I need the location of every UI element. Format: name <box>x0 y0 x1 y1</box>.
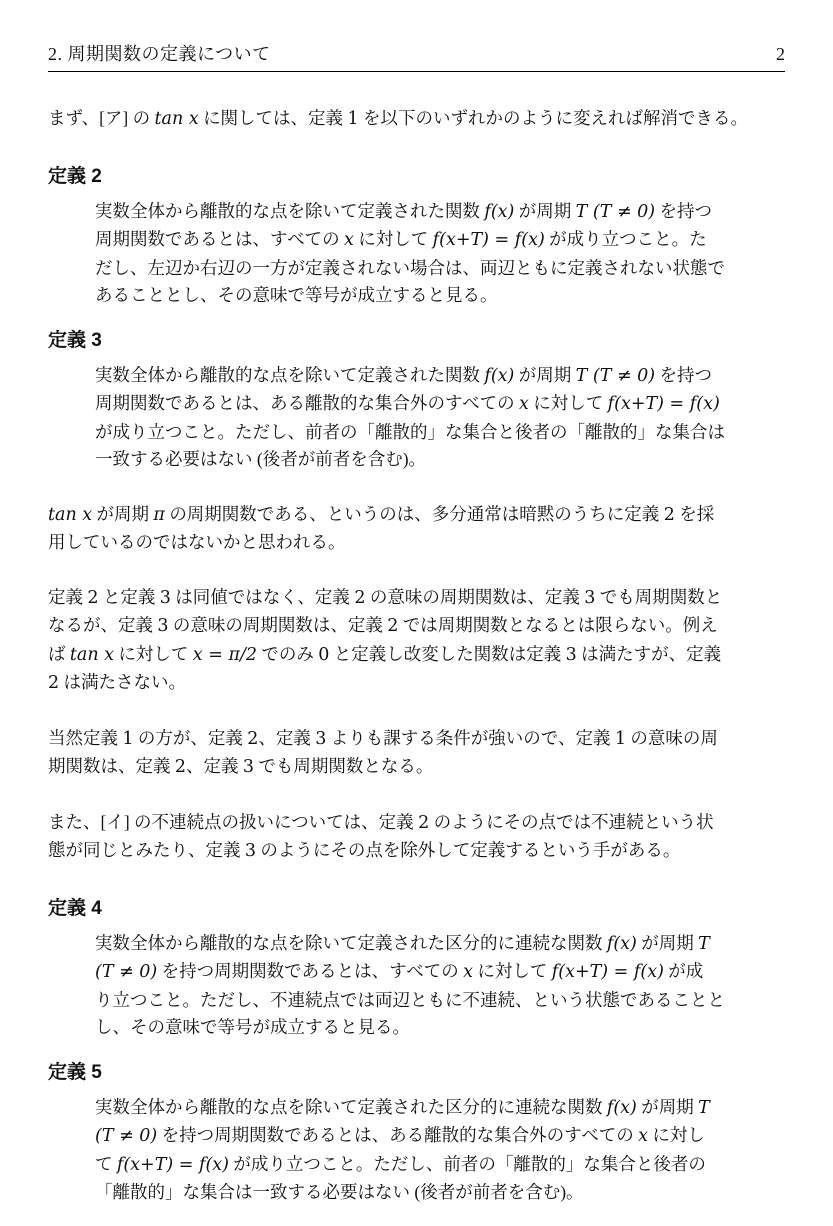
math-inline: f(x+T) = f(x) <box>116 1154 230 1175</box>
math-inline: x <box>638 1126 649 1146</box>
text-run: が周期 <box>92 503 154 524</box>
math-inline: f(x) <box>484 201 515 222</box>
number-inline: 2 <box>48 673 60 693</box>
math-inline: f(x+T) = f(x) <box>551 962 664 982</box>
number-inline: 2 <box>387 616 399 636</box>
text-run: 「離散的」な集合は一致する必要はない (後者が前者を含む)。 <box>95 1182 584 1202</box>
text-run: が成り立つこと。ただし、前者の「離散的」な集合と後者の <box>229 1153 706 1174</box>
math-inline: f(x+T) = f(x) <box>607 394 720 414</box>
math-inline: f(x) <box>606 933 637 954</box>
number-inline: 3 <box>242 757 255 777</box>
number-inline: 2 <box>418 812 430 833</box>
math-inline: tan x <box>48 504 93 525</box>
paragraph <box>48 725 785 782</box>
text-line <box>95 282 785 310</box>
text-line <box>95 1014 785 1042</box>
number-inline: 0 <box>318 644 330 665</box>
text-run: でのみ <box>257 643 319 664</box>
text-run: に対して <box>114 643 193 664</box>
number-inline: 1 <box>347 109 359 129</box>
text-run: と定義し改変した関数は定義 <box>329 643 566 664</box>
text-line <box>48 529 785 557</box>
text-line <box>95 255 785 283</box>
text-run: ば <box>48 643 70 664</box>
text-run: でも周期関数となる。 <box>254 756 434 776</box>
text-run: が周期 <box>514 364 576 385</box>
text-run: のようにその点では不連続という状 <box>429 811 714 832</box>
text-run: を持つ <box>655 364 713 385</box>
text-run: では周期関数となるとは限らない。例え <box>398 615 718 635</box>
text-run: が成り立つこと。ただし、前者の「離散的」な集合と後者の「離散的」な集合は <box>95 421 725 442</box>
math-inline: x <box>519 394 529 414</box>
number-inline: 2 <box>87 587 99 608</box>
text-run: に関しては、定義 <box>198 108 348 128</box>
number-inline: 3 <box>584 587 596 608</box>
math-inline: T <box>698 1097 710 1118</box>
text-run: 周期関数であるとは、すべての <box>95 229 345 249</box>
text-run: の意味の周 <box>625 727 718 748</box>
text-run: の周期関数である、というのは、多分通常は暗黙のうちに定義 <box>164 503 664 524</box>
number-inline: 2 <box>663 504 675 525</box>
number-inline: 1 <box>614 728 626 749</box>
text-run: に対して <box>473 961 552 981</box>
definition-section <box>48 1060 785 1207</box>
paragraph <box>48 809 785 866</box>
text-line <box>48 725 785 754</box>
text-line <box>95 930 785 959</box>
text-line <box>48 501 785 530</box>
paragraph <box>48 105 785 134</box>
text-line <box>95 1122 785 1151</box>
math-inline: π <box>153 504 165 525</box>
math-inline: (T ≠ 0) <box>95 1126 158 1146</box>
text-run: の方が、定義 <box>133 727 248 748</box>
math-inline: tan x <box>154 109 199 129</box>
math-inline: x = π/2 <box>192 644 257 665</box>
text-line <box>48 105 785 134</box>
text-run: 実数全体から離散的な点を除いて定義された区分的に連続な関数 <box>95 932 607 953</box>
number-inline: 3 <box>565 644 577 665</box>
definition-heading: 定義 5 <box>48 1061 102 1083</box>
math-inline: T <box>698 933 710 954</box>
math-inline: T (T ≠ 0) <box>575 201 656 222</box>
text-run: が周期 <box>636 932 699 953</box>
text-line <box>48 641 785 670</box>
page-header <box>48 44 785 72</box>
text-run: に対し <box>648 1125 705 1145</box>
text-run: まず、[ア] の <box>48 108 155 128</box>
text-run: 実数全体から離散的な点を除いて定義された区分的に連続な関数 <box>95 1096 607 1117</box>
math-inline: f(x) <box>484 365 515 386</box>
text-run: 用しているのではないかと思われる。 <box>48 532 346 552</box>
paragraph <box>48 501 785 557</box>
number-inline: 2 <box>174 757 187 777</box>
text-run: を採 <box>674 503 715 524</box>
text-run: は同値ではなく、定義 <box>170 586 355 607</box>
text-run: が周期 <box>514 200 576 221</box>
text-run: の意味の周期関数は、定義 <box>365 586 585 607</box>
text-run: は満たすが、定義 <box>576 643 722 664</box>
text-line <box>95 1151 785 1180</box>
text-run: あることとし、その意味で等号が成立すると見る。 <box>95 285 498 305</box>
number-inline: 3 <box>315 728 327 749</box>
document-body <box>48 105 785 1207</box>
text-run: を以下のいずれかのように変えれば解消できる。 <box>358 108 748 128</box>
text-run: なるが、定義 <box>48 615 158 635</box>
definition-heading: 定義 2 <box>48 165 102 187</box>
text-line <box>95 958 785 987</box>
number-inline: 3 <box>157 616 169 636</box>
definition-body <box>95 930 785 1042</box>
math-inline: x <box>344 230 354 250</box>
text-line <box>95 419 785 447</box>
text-line <box>95 1094 785 1123</box>
definition-body <box>95 1094 785 1207</box>
text-run: と定義 <box>98 586 160 607</box>
text-line <box>95 226 785 255</box>
text-run: 一致する必要はない (後者が前者を含む)。 <box>95 449 427 469</box>
number-inline: 3 <box>244 841 257 861</box>
text-line <box>95 390 785 419</box>
math-inline: f(x) <box>606 1097 637 1118</box>
number-inline: 3 <box>159 587 171 608</box>
definition-section <box>48 164 785 310</box>
text-line <box>48 809 785 838</box>
text-line <box>95 198 785 227</box>
text-run: が成 <box>663 961 704 981</box>
text-run: の意味の周期関数は、定義 <box>168 615 388 635</box>
text-run: 周期関数であるとは、ある離散的な集合外のすべての <box>95 393 520 413</box>
text-line <box>48 584 785 613</box>
text-run: が周期 <box>636 1096 699 1117</box>
text-run: て <box>95 1153 117 1174</box>
text-run: に対して <box>528 393 608 413</box>
text-run: 当然定義 <box>48 727 123 748</box>
text-run: に対して <box>353 229 433 249</box>
text-line <box>95 987 785 1015</box>
math-inline: f(x+T) = f(x) <box>432 230 545 250</box>
number-inline: 1 <box>122 728 134 749</box>
math-inline: T (T ≠ 0) <box>575 365 656 386</box>
definition-section <box>48 896 785 1042</box>
math-inline: (T ≠ 0) <box>95 962 158 982</box>
text-run: また、[イ] の不連続点の扱いについては、定義 <box>48 811 419 832</box>
definition-body <box>95 198 785 310</box>
text-run: を持つ周期関数であるとは、ある離散的な集合外のすべての <box>157 1125 639 1145</box>
definition-heading: 定義 4 <box>48 897 102 919</box>
text-line <box>48 612 785 641</box>
number-inline: 2 <box>247 728 259 749</box>
text-run: のようにその点を除外して定義するという手がある。 <box>256 840 681 860</box>
text-run: 、定義 <box>186 756 243 776</box>
math-inline: x <box>463 962 474 982</box>
text-run: を持つ周期関数であるとは、すべての <box>157 961 464 981</box>
text-run: を持つ <box>655 200 713 221</box>
text-line <box>48 669 785 698</box>
text-run: し、その意味で等号が成立すると見る。 <box>95 1017 410 1037</box>
text-line <box>48 753 785 782</box>
text-run: が成り立つこと。た <box>544 229 707 249</box>
text-run: 態が同じとみたり、定義 <box>48 840 245 860</box>
running-section-title: 2. 周期関数の定義について <box>48 44 271 64</box>
text-run: 実数全体から離散的な点を除いて定義された関数 <box>95 364 485 385</box>
definition-body <box>95 362 785 474</box>
text-run: だし、左辺か右辺の一方が定義されない場合は、両辺ともに定義されない状態で <box>95 257 725 278</box>
text-run: よりも課する条件が強いので、定義 <box>326 727 615 748</box>
text-run: 、定義 <box>258 727 316 748</box>
definition-heading: 定義 3 <box>48 329 102 351</box>
text-run: 定義 <box>48 586 88 607</box>
text-line <box>95 1179 785 1207</box>
definition-section <box>48 328 785 474</box>
paragraph <box>48 584 785 698</box>
text-run: は満たさない。 <box>59 672 187 692</box>
text-run: でも周期関数と <box>595 586 723 607</box>
text-line <box>95 446 785 474</box>
number-inline: 2 <box>354 587 366 608</box>
text-run: 実数全体から離散的な点を除いて定義された関数 <box>95 200 485 221</box>
math-inline: tan x <box>69 644 115 665</box>
text-line <box>95 362 785 391</box>
page-number: 2 <box>776 44 785 64</box>
text-run: り立つこと。ただし、不連続点では両辺ともに不連続、という状態であることと <box>95 989 725 1010</box>
text-run: 期関数は、定義 <box>48 756 175 776</box>
text-line <box>48 837 785 866</box>
